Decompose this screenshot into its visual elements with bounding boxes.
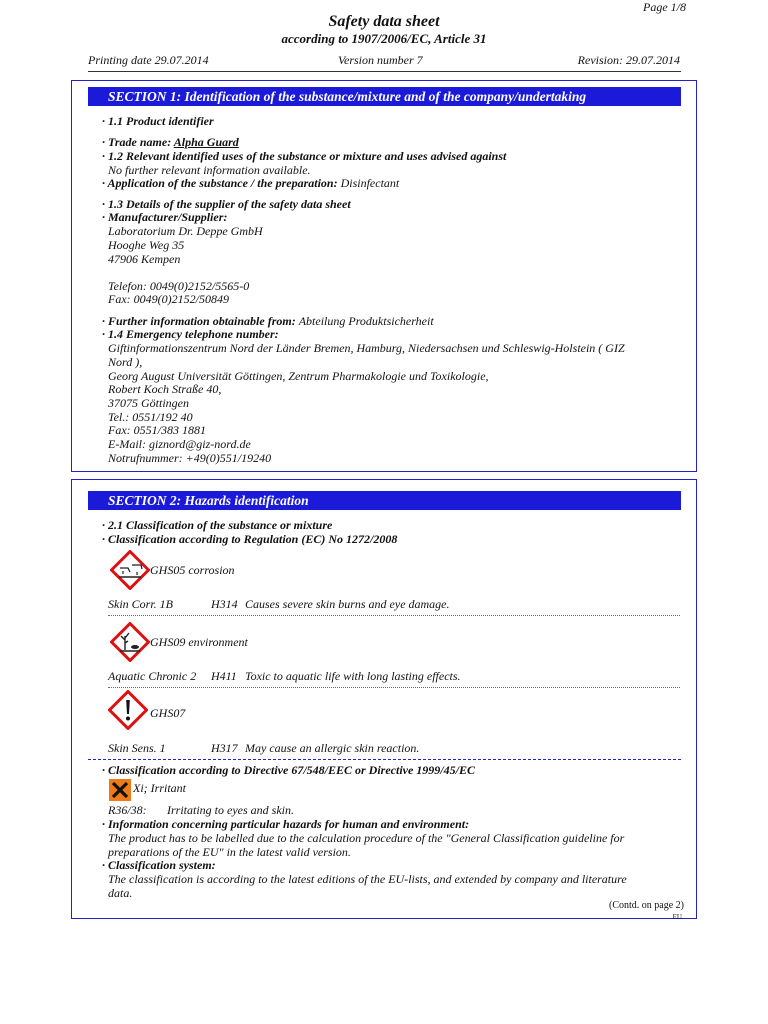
continued-note: (Contd. on page 2) [609, 900, 684, 911]
emergency-line: Tel.: 0551/192 40 [108, 410, 193, 424]
ghs05-label: GHS05 corrosion [150, 563, 235, 577]
xi-irritant: Xi; Irritant [133, 781, 186, 795]
fax: Fax: 0049(0)2152/50849 [108, 292, 229, 306]
ghs09-label: GHS09 environment [150, 635, 248, 649]
hazard-code: H317 [211, 741, 238, 755]
application: · Application of the substance / the preparation: Disinfectant [102, 176, 400, 190]
emergency-line: 37075 Göttingen [108, 396, 189, 410]
emergency-line: Giftinformationszentrum Nord der Länder Bremen, Hamburg, Niedersachsen und Schleswig-Holstein ( GIZ [108, 341, 625, 355]
supplier-details: · 1.3 Details of the supplier of the safety data sheet [102, 197, 351, 211]
r-code: R36/38: [108, 803, 147, 817]
revision-date: Revision: 29.07.2014 [577, 53, 680, 67]
emergency-line: E-Mail: giznord@giz-nord.de [108, 437, 251, 451]
hazard-statement: Causes severe skin burns and eye damage. [245, 597, 450, 611]
manufacturer-label: · Manufacturer/Supplier: [102, 210, 228, 224]
trade-name: · Trade name: Alpha Guard [102, 135, 239, 149]
section2-title: SECTION 2: Hazards identification [88, 491, 681, 510]
document-subtitle: according to 1907/2006/EC, Article 31 [281, 31, 487, 46]
page-number: Page 1/8 [643, 0, 686, 14]
header-rule [88, 71, 681, 72]
hazard-class: Aquatic Chronic 2 [108, 669, 197, 683]
phone: Telefon: 0049(0)2152/5565-0 [108, 279, 250, 293]
info-label: · Information concerning particular hazards for human and environment: [102, 817, 470, 831]
address-line: Hooghe Weg 35 [108, 238, 185, 252]
r-text: Irritating to eyes and skin. [167, 803, 294, 817]
dotted-divider [108, 687, 680, 688]
document-title: Safety data sheet [328, 13, 440, 30]
emergency-line: Nord ), [108, 355, 143, 369]
hazard-statement: May cause an allergic skin reaction. [245, 741, 420, 755]
irritant-x-icon [109, 779, 131, 801]
further-info: · Further information obtainable from: Abteilung Produktsicherheit [102, 314, 434, 328]
system-label: · Classification system: [102, 858, 216, 872]
system-line: The classification is according to the latest editions of the EU-lists, and extended by company and literature [108, 872, 627, 886]
emergency-line: Robert Koch Straße 40, [108, 382, 222, 396]
version-number: Version number 7 [338, 53, 423, 67]
address-line: 47906 Kempen [108, 252, 181, 266]
hazard-code: H314 [211, 597, 238, 611]
corrosion-icon [110, 550, 150, 590]
uses-label: · 1.2 Relevant identified uses of the substance or mixture and uses advised against [102, 149, 507, 163]
info-line: The product has to be labelled due to the calculation procedure of the "General Classification guideline for [108, 831, 625, 845]
emergency-line: Fax: 0551/383 1881 [108, 423, 206, 437]
address-line: Laboratorium Dr. Deppe GmbH [108, 224, 263, 238]
uses-text: No further relevant information available. [108, 163, 311, 177]
hazard-statement: Toxic to aquatic life with long lasting effects. [245, 669, 461, 683]
exclamation-icon [108, 690, 148, 730]
info-line: preparations of the EU" in the latest valid version. [108, 845, 351, 859]
regulation-label: · Classification according to Regulation (EC) No 1272/2008 [102, 532, 398, 546]
hazard-code: H411 [211, 669, 237, 683]
emergency-line: Georg August Universität Göttingen, Zentrum Pharmakologie und Toxikologie, [108, 369, 489, 383]
ghs07-label: GHS07 [150, 706, 186, 720]
hazard-class: Skin Corr. 1B [108, 597, 174, 611]
region-mark: EU [672, 913, 682, 921]
dashed-divider [88, 759, 681, 760]
section1-title: SECTION 1: Identification of the substance/mixture and of the company/undertaking [88, 87, 681, 106]
system-line: data. [108, 886, 133, 900]
dotted-divider [108, 615, 680, 616]
emergency-label: · 1.4 Emergency telephone number: [102, 327, 279, 341]
hazard-class: Skin Sens. 1 [108, 741, 166, 755]
printing-date: Printing date 29.07.2014 [88, 53, 209, 67]
trade-name-value: Alpha Guard [173, 135, 239, 149]
emergency-line: Notrufnummer: +49(0)551/19240 [108, 451, 272, 465]
product-identifier: · 1.1 Product identifier [102, 114, 214, 128]
classification-label: · 2.1 Classification of the substance or mixture [102, 518, 333, 532]
environment-icon [110, 622, 150, 662]
directive-label: · Classification according to Directive 67/548/EEC or Directive 1999/45/EC [102, 763, 475, 777]
